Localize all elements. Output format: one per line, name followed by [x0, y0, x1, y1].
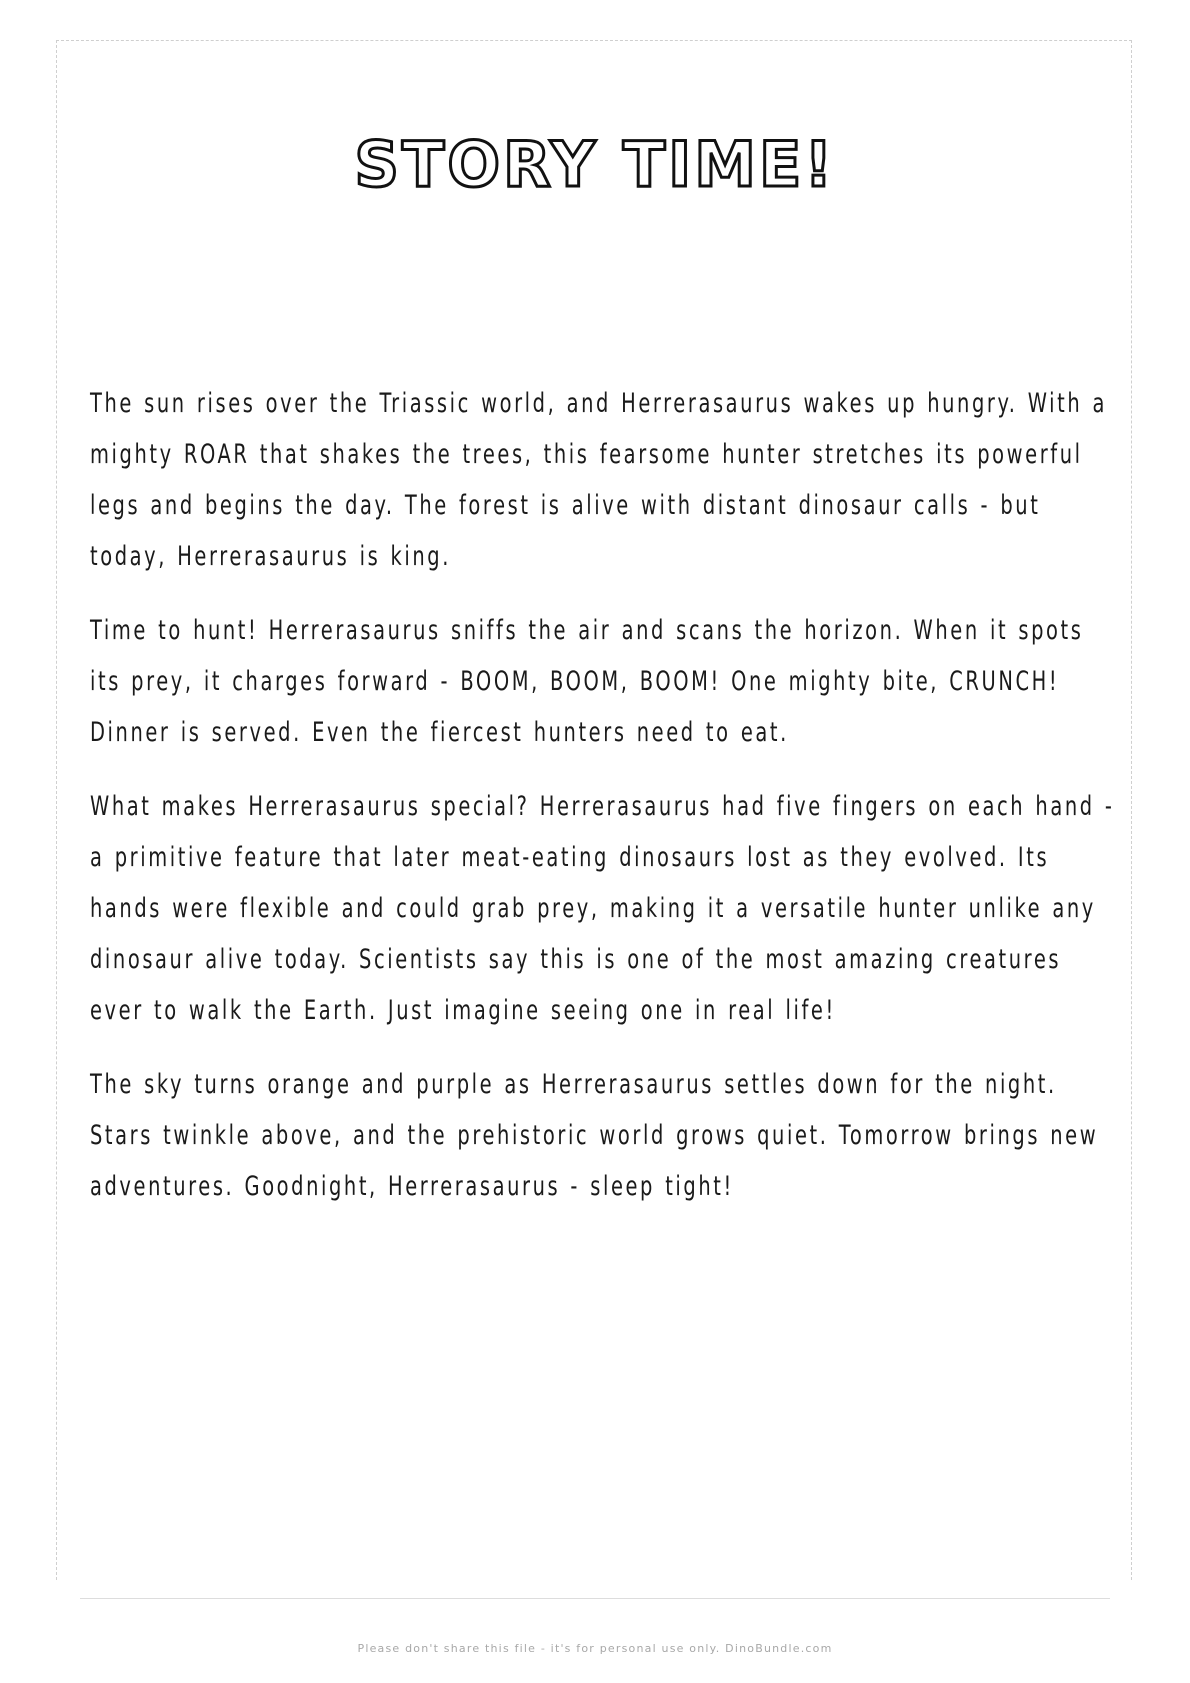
story-paragraph-facts: What makes Herrerasaurus special? Herrerasaurus had five fingers on each hand - a primitive feature that later meat-eating dinosaurs lost as they evolved. Its hands were flexible and could grab prey, making it a versatile hunter unlike any dinosaur alive today. Scientists say this is one of the most amazing creatures ever to walk the Earth. Just imagine seeing one in real life! [90, 791, 1115, 1026]
story-paragraph-night: The sky turns orange and purple as Herrerasaurus settles down for the night. Stars twinkle above, and the prehistoric world grows quiet. Tomorrow brings new adventures. Goodnight, Herrerasaurus - sleep tight! [90, 1069, 1099, 1202]
footer-divider [80, 1598, 1110, 1599]
page-title: STORY TIME! [354, 127, 836, 201]
story-body [90, 378, 1120, 1235]
story-paragraph-hunt: Time to hunt! Herrerasaurus sniffs the air and scans the horizon. When it spots its prey, it charges forward - BOOM, BOOM, BOOM! One mighty bite, CRUNCH! Dinner is served. Even the fiercest hunters need to eat. [90, 615, 1084, 748]
footer-note: Please don't share this file - it's for personal use only. DinoBundle.com [357, 1642, 833, 1655]
story-paragraph-morning: The sun rises over the Triassic world, and Herrerasaurus wakes up hungry. With a mighty ROAR that shakes the trees, this fearsome hunter stretches its powerful legs and begins the day. The forest is alive with distant dinosaur calls - but today, Herrerasaurus is king. [90, 388, 1107, 572]
